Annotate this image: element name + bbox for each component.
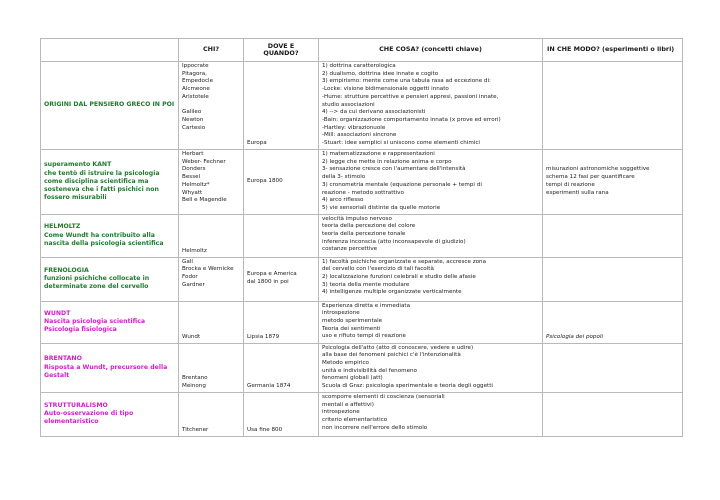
table-row <box>41 214 683 257</box>
who-line: Brocka e Wernicke <box>182 266 234 273</box>
what-line: studio associazioni <box>322 101 375 108</box>
who-cell <box>179 150 244 215</box>
who-line: Helmoltz* <box>182 181 210 188</box>
what-line: Scuola di Graz: psicologia sperimentale e teoria degli oggetti <box>322 383 493 390</box>
topic-subtitle: Nascita psicologia scientifica Psicologia fisiologica <box>44 318 146 334</box>
when-cell <box>244 392 319 436</box>
what-line: 3) cronometria mentale (equazione personale + tempi di <box>322 181 482 188</box>
who-line: Gardner <box>182 281 205 288</box>
what-line: teoria della percezione tonale <box>322 231 406 238</box>
when-line: Europa <box>247 140 267 147</box>
what-cell <box>319 62 543 150</box>
who-line: Empedocle <box>182 78 214 85</box>
when-line: Europa 1800 <box>247 177 283 184</box>
topic-subtitle: Come Wundt ha contribuito alla nascita della psicologia scientifica <box>44 231 164 247</box>
who-cell <box>179 62 244 150</box>
topic-title: superamento KANT <box>44 161 112 169</box>
what-line: introspezione <box>322 310 360 317</box>
when-cell <box>244 214 319 257</box>
topic-cell <box>41 257 179 301</box>
what-line: 4) --> da cui derivano associazionisti <box>322 109 426 116</box>
how-cell <box>543 343 683 392</box>
who-line: Wundt <box>182 333 201 340</box>
what-line: 2) localizzazione funzioni celebrali e studio delle afasie <box>322 274 476 281</box>
what-line: 4) intelligenze multiple organizzate verticalmente <box>322 289 462 296</box>
what-line: 1) facoltà psichiche organizzate e separate, accresce zona <box>322 258 487 265</box>
topic-cell <box>41 62 179 150</box>
topic-cell <box>41 392 179 436</box>
what-line: -Bain: organizzazione comportamento innata (x prove ed errori) <box>322 116 501 123</box>
how-cell <box>543 301 683 343</box>
topic-title: ORIGINI DAL PENSIERO GRECO IN POI <box>44 101 175 109</box>
table-row <box>41 301 683 343</box>
what-cell <box>319 257 543 301</box>
who-cell <box>179 392 244 436</box>
when-cell <box>244 301 319 343</box>
what-line: uso e rifiuto tempi di reazione <box>322 333 406 340</box>
table-row <box>41 257 683 301</box>
what-line: 1) matematizzazione e rappresentazioni <box>322 151 435 157</box>
who-line: Bessel <box>182 174 201 181</box>
psychology-history-table <box>40 38 683 437</box>
what-line: reazione - metodo sottrattivo <box>322 189 404 196</box>
what-line: del cervello con l'esercizio di tali facoltà <box>322 266 434 273</box>
who-line: Whyatt <box>182 189 203 196</box>
what-line: -Hartley: vibrazionuole <box>322 124 386 131</box>
what-line: scomporre elementi di coscienza (sensoriali <box>322 393 445 400</box>
how-line: esperimenti sulla rana <box>546 189 609 196</box>
what-line: -Stuart: idee semplici si uniscono come elementi chimici <box>322 140 480 147</box>
topic-subtitle: che tentò di istruire la psicologia come disciplina scientifica ma sosteneva che i fatti psichici non fossero misurabili <box>44 169 160 202</box>
when-cell <box>244 150 319 215</box>
how-cell <box>543 150 683 215</box>
what-line: 3) empirismo: mente come una tabula rasa ad eccezione di: <box>322 78 491 85</box>
topic-cell <box>41 301 179 343</box>
who-line: Aristotele <box>182 93 209 100</box>
who-line: Meinong <box>182 383 206 390</box>
when-line: Germania 1874 <box>247 383 291 390</box>
table-row <box>41 62 683 150</box>
what-line: -Hume: strutture percettive e pensieri appresi, passioni innate, <box>322 93 499 100</box>
who-line: Bell e Magendie <box>182 197 227 204</box>
topic-subtitle: Auto-osservazione di tipo elementaristico <box>44 410 134 426</box>
what-line: Esperienza diretta e immediata <box>322 302 411 309</box>
who-line: Cartesio <box>182 124 206 131</box>
what-line: 2) legge che mette in relazione anima e corpo <box>322 158 452 165</box>
when-line: Europa e America <box>247 271 297 278</box>
who-cell <box>179 214 244 257</box>
when-line: Usa fine 800 <box>247 427 283 434</box>
who-line: Donders <box>182 166 206 173</box>
what-cell <box>319 214 543 257</box>
how-cell <box>543 214 683 257</box>
topic-subtitle: Risposta a Wundt, precursore della Gestalt <box>44 363 168 379</box>
when-cell <box>244 257 319 301</box>
what-line: 3) teoria della mente modulare <box>322 281 410 288</box>
topic-cell <box>41 343 179 392</box>
what-line: della 3- stimolo <box>322 174 366 181</box>
what-cell <box>319 392 543 436</box>
topic-title: FRENOLOGIA <box>44 266 89 274</box>
what-cell <box>319 150 543 215</box>
what-line: 3- sensazione cresce con l'aumentare dell'intensità <box>322 166 466 173</box>
when-header: DOVE E QUANDO? <box>244 39 319 62</box>
header-row <box>41 39 683 62</box>
what-line: introspezione <box>322 409 360 416</box>
who-line: Galileo <box>182 109 202 116</box>
who-cell <box>179 301 244 343</box>
topic-title: BRENTANO <box>44 355 82 363</box>
topic-title: WUNDT <box>44 309 71 317</box>
what-line: mentali e affettivi) <box>322 401 374 408</box>
who-line: Ippocrate <box>182 63 209 69</box>
what-line: costanze percettive <box>322 246 378 253</box>
how-line: tempi di reazione <box>546 181 595 188</box>
what-line: alla base dei fenomeni psichici c'è l'intenzionalità <box>322 352 461 359</box>
who-line: Fodor <box>182 274 198 281</box>
table-row <box>41 150 683 215</box>
what-line: metodo sperimentale <box>322 318 383 325</box>
what-line: unità e indivisibilità del fenomeno <box>322 367 417 374</box>
who-header: CHI? <box>179 39 244 62</box>
how-cell <box>543 257 683 301</box>
topic-cell <box>41 150 179 215</box>
what-line: Teoria dei sentimenti <box>322 325 381 332</box>
how-cell <box>543 392 683 436</box>
how-line: Psicologia dei popoli <box>546 333 604 340</box>
what-line: 1) dottrina caratterologica <box>322 63 396 69</box>
when-line: dal 1800 in poi <box>247 279 289 286</box>
who-line: Titchener <box>182 427 209 434</box>
what-line: 5) vie sensoriali distinte da quelle motorie <box>322 204 441 211</box>
who-line: Alcmeone <box>182 86 210 93</box>
what-line: 4) arco riflesso <box>322 197 364 204</box>
what-line: velocità impulso nervoso <box>322 215 392 222</box>
topic-cell <box>41 214 179 257</box>
who-cell <box>179 343 244 392</box>
who-line: Helmoltz <box>182 247 207 254</box>
what-line: -Locke: visione bidimensionale oggetti innato <box>322 86 449 93</box>
topic-title: STRUTTURALISMO <box>44 402 108 410</box>
how-header: IN CHE MODO? (esperimenti o libri) <box>543 39 683 62</box>
what-line: Metodo empirico <box>322 360 369 367</box>
who-line: Weber- Fechner <box>182 158 226 165</box>
what-line: criterio elementaristico <box>322 416 388 423</box>
who-line: Herbart <box>182 151 204 157</box>
who-line: Newton <box>182 116 204 123</box>
who-line: Pitagora, <box>182 70 207 77</box>
what-line: inferenza inconscia (atto inconsapevole di giudizio) <box>322 238 466 245</box>
topic-title: HELMOLTZ <box>44 223 81 231</box>
how-cell <box>543 62 683 150</box>
what-line: teoria della percezione del colore <box>322 223 416 230</box>
who-cell <box>179 257 244 301</box>
who-line <box>182 102 240 110</box>
what-cell <box>319 301 543 343</box>
when-cell <box>244 62 319 150</box>
topic-subtitle: funzioni psichiche collocate in determinate zone del cervello <box>44 275 150 291</box>
what-header: CHE COSA? (concetti chiave) <box>319 39 543 62</box>
table-row <box>41 343 683 392</box>
how-line: schema 12 fasi per quantificare <box>546 174 635 181</box>
who-line: Gall <box>182 258 193 265</box>
topic-header <box>41 39 179 62</box>
when-cell <box>244 343 319 392</box>
what-cell <box>319 343 543 392</box>
what-line: -Mill: associazioni sincrone <box>322 132 397 139</box>
what-line: non incorrere nell'errore dello stimolo <box>322 424 428 431</box>
what-line: fenomeni globali (att) <box>322 375 383 382</box>
who-line: Brentano <box>182 375 208 382</box>
table-row <box>41 392 683 436</box>
what-line: 2) dualismo, dottrina idee innate e cogito <box>322 70 439 77</box>
how-line: misurazioni astronomiche soggettive <box>546 166 650 173</box>
what-line: Psicologia dell'atto (atto di conoscere, vedere e udire) <box>322 344 474 351</box>
when-line: Lipsia 1879 <box>247 333 280 340</box>
